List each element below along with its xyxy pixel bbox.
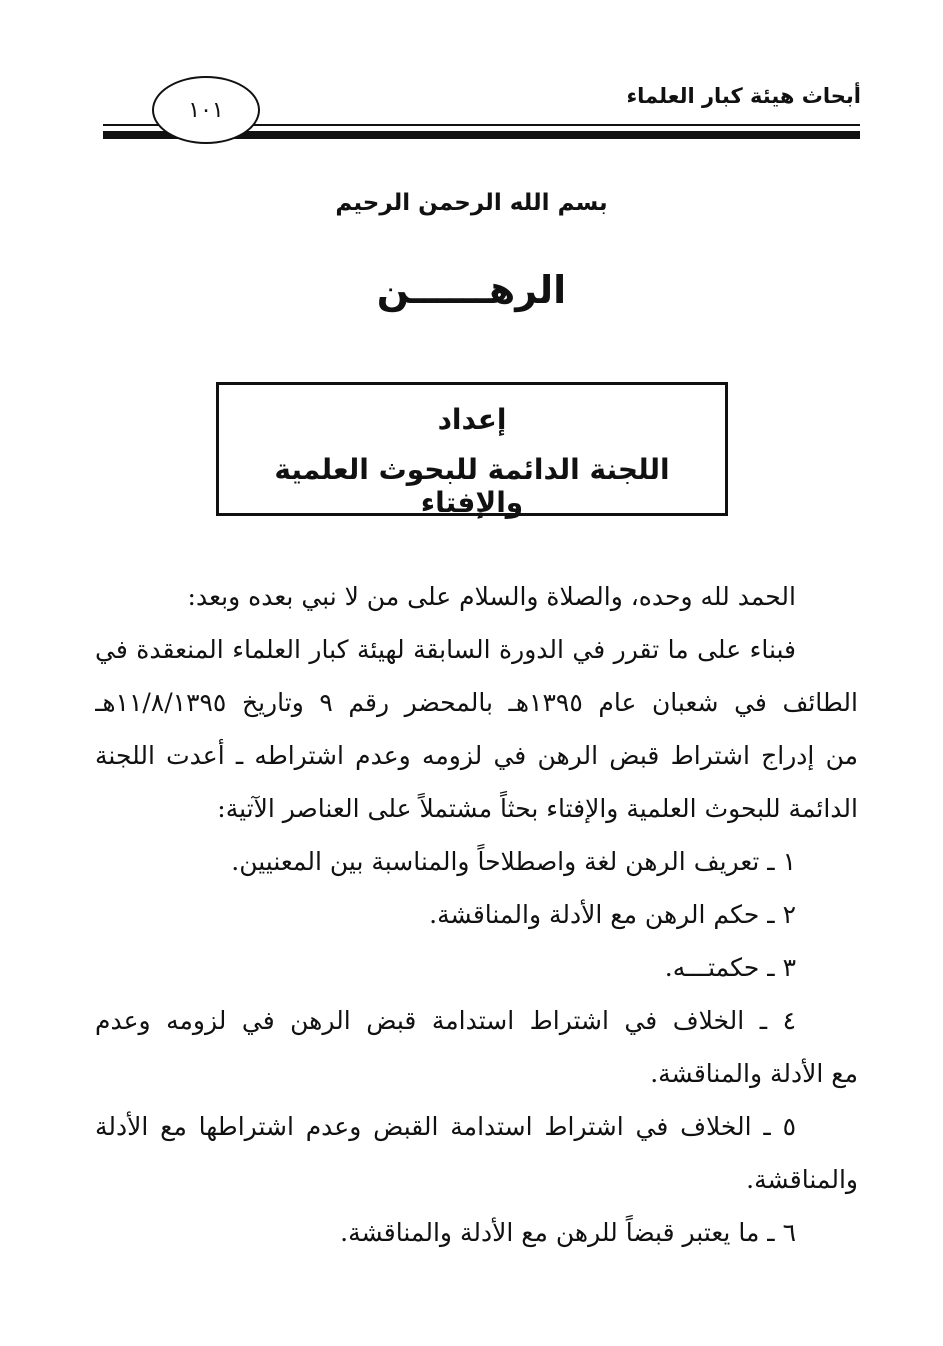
page-number: ١٠١ — [188, 97, 224, 123]
body-line: الدائمة للبحوث العلمية والإفتاء بحثاً مشتملاً على العناصر الآتية: — [217, 794, 858, 823]
list-item: ٢ ـ حكم الرهن مع الأدلة والمناقشة. — [429, 900, 796, 929]
list-item: ٣ ـ حكمتـــه. — [664, 953, 796, 982]
list-item: ١ ـ تعريف الرهن لغة واصطلاحاً والمناسبة بين المعنيين. — [231, 847, 796, 876]
body-text — [95, 570, 858, 1259]
list-item-continuation: والمناقشة. — [746, 1165, 858, 1194]
prepared-by-label: إعداد — [437, 403, 507, 436]
page-number-oval — [152, 76, 260, 144]
body-line: من إدراج اشتراط قبض الرهن في لزومه وعدم اشتراطه ـ أعدت اللجنة — [95, 741, 858, 770]
prepared-by-committee: اللجنة الدائمة للبحوث العلمية والإفتاء — [274, 453, 670, 519]
body-line: الطائف في شعبان عام ١٣٩٥هـ بالمحضر رقم ٩ وتاريخ ١١/٨/١٣٩٥هـ — [95, 688, 858, 717]
basmala: بسم الله الرحمن الرحيم — [335, 190, 608, 216]
prepared-by-box — [216, 382, 728, 519]
document-title: الرهــــــن — [376, 268, 567, 312]
list-item: ٦ ـ ما يعتبر قبضاً للرهن مع الأدلة والمناقشة. — [340, 1218, 796, 1247]
list-item-continuation: مع الأدلة والمناقشة. — [650, 1059, 858, 1088]
running-header-title: أبحاث هيئة كبار العلماء — [626, 84, 861, 108]
list-item: ٤ ـ الخلاف في اشتراط استدامة قبض الرهن في لزومه وعدم — [95, 1006, 796, 1035]
list-item: ٥ ـ الخلاف في اشتراط استدامة القبض وعدم اشتراطها مع الأدلة — [95, 1112, 796, 1141]
body-line: الحمد لله وحده، والصلاة والسلام على من لا نبي بعده وبعد: — [187, 582, 796, 611]
body-line: فبناء على ما تقرر في الدورة السابقة لهيئة كبار العلماء المنعقدة في — [95, 635, 796, 664]
